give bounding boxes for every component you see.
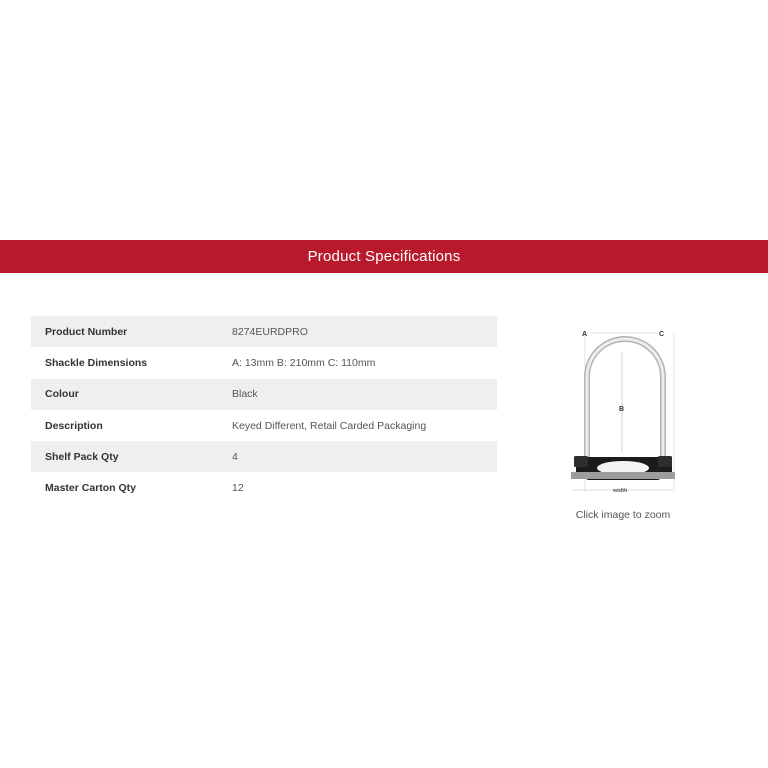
diagram-label-b: B — [619, 406, 625, 413]
spec-label: Shelf Pack Qty — [45, 450, 119, 463]
spec-value: 12 — [232, 482, 244, 495]
shackle-dimension-diagram[interactable] — [566, 322, 678, 498]
diagram-label-a: A — [582, 331, 588, 338]
spec-header-banner — [0, 240, 768, 273]
spec-value: Keyed Different, Retail Carded Packaging — [232, 419, 427, 432]
shackle-highlight — [587, 339, 663, 458]
spec-table — [31, 316, 497, 504]
spec-label: Description — [45, 419, 103, 432]
table-row — [31, 410, 497, 441]
diagram-label-c: C — [659, 331, 665, 338]
spec-label: Product Number — [45, 325, 128, 338]
spec-label: Shackle Dimensions — [45, 356, 148, 369]
shackle-shape — [587, 339, 663, 458]
spec-label: Colour — [45, 388, 79, 401]
table-row — [31, 472, 497, 503]
spec-value: 8274EURDPRO — [232, 325, 308, 338]
diagram-label-width: width — [613, 488, 628, 494]
crossbar-end-right — [658, 456, 672, 467]
banner-title: Product Specifications — [307, 248, 461, 265]
crossbar-end-left — [574, 456, 588, 467]
table-row — [31, 316, 497, 347]
crossbar-base — [571, 472, 675, 479]
zoom-caption: Click image to zoom — [575, 509, 671, 521]
spec-label: Master Carton Qty — [45, 482, 137, 495]
spec-value: A: 13mm B: 210mm C: 110mm — [232, 356, 376, 369]
table-row — [31, 441, 497, 472]
table-row — [31, 379, 497, 410]
u-lock-diagram-icon — [566, 322, 678, 498]
spec-value: Black — [232, 388, 258, 401]
spec-value: 4 — [232, 450, 238, 463]
table-row — [31, 347, 497, 378]
